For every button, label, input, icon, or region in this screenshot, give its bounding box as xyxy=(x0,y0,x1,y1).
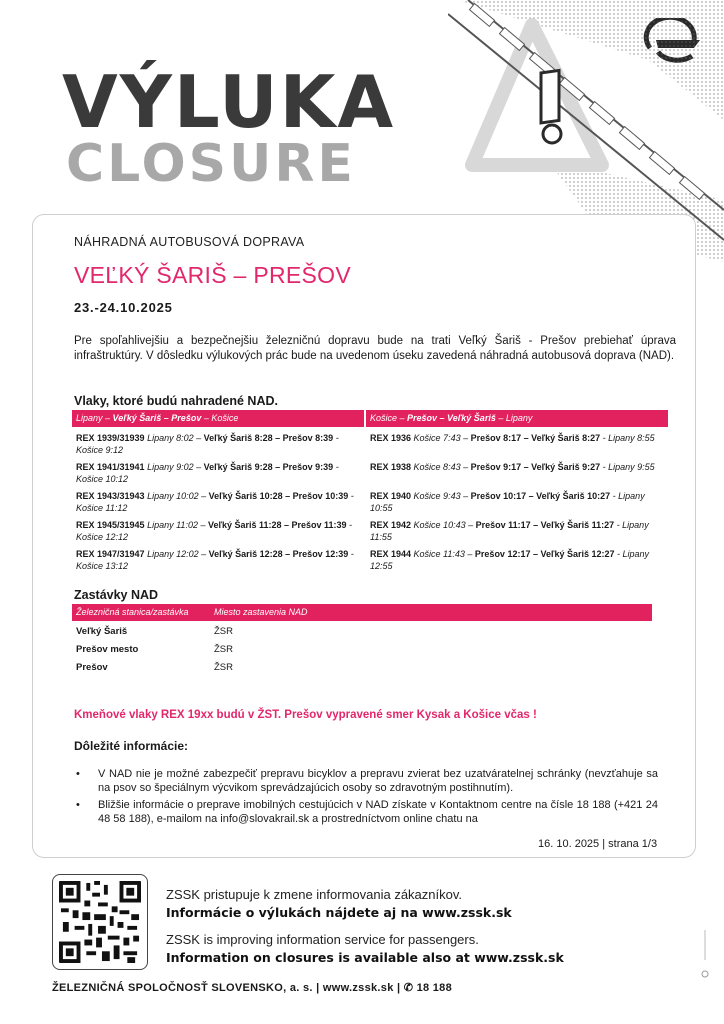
important-info-title: Dôležité informácie: xyxy=(74,739,189,753)
promo-en-line: ZSSK is improving information service for passengers. xyxy=(166,932,479,947)
left-direction-header: Lipany – Veľký Šariš – Prešov – Košice xyxy=(72,410,364,427)
bullet-icon: • xyxy=(76,799,80,811)
stop-location-1: ŽSR xyxy=(214,626,233,637)
stop-station-3: Prešov xyxy=(76,662,108,673)
route-title: VEĽKÝ ŠARIŠ – PREŠOV xyxy=(74,262,352,288)
promo-sk-line: ZSSK pristupuje k zmene informovania zákazníkov. xyxy=(166,887,463,902)
stop-location-2: ŽSR xyxy=(214,644,233,655)
bullet-icon: • xyxy=(76,768,80,780)
stop-station-1: Veľký Šariš xyxy=(76,626,128,637)
train-left-2: REX 1941/31941 Lipany 9:02 – Veľký Šariš 9:28 – Prešov 9:39 - Košice 10:12 xyxy=(76,462,339,484)
train-right-2: REX 1938 Košice 8:43 – Prešov 9:17 – Veľký Šariš 9:27 - Lipany 9:55 xyxy=(370,462,655,472)
train-right-1: REX 1936 Košice 7:43 – Prešov 8:17 – Veľký Šariš 8:27 - Lipany 8:55 xyxy=(370,433,655,443)
stop-location-3: ŽSR xyxy=(214,662,233,673)
rex-dispatch-alert: Kmeňové vlaky REX 19xx budú v ŽST. Prešov vypravené smer Kysak a Košice včas ! xyxy=(74,709,537,721)
stop-station-2: Prešov mesto xyxy=(76,644,139,655)
stops-section-title: Zastávky NAD xyxy=(74,588,159,602)
intro-paragraph: Pre spoľahlivejšiu a bezpečnejšiu železničnú dopravu bude na trati Veľký Šariš - Prešov prebiehať úprava infraštruktúry. V dôsledku výlukových prác bude na uvedenom úseku zavedená náhradná autobusová doprava (NAD). xyxy=(74,335,676,362)
company-footer: ŽELEZNIČNÁ SPOLOČNOSŤ SLOVENSKO, a. s. | www.zssk.sk | ✆ 18 188 xyxy=(52,982,453,994)
right-direction-header: Košice – Prešov – Veľký Šariš – Lipany xyxy=(366,410,668,427)
train-right-5: REX 1944 Košice 11:43 – Prešov 12:17 – Veľký Šariš 12:27 - Lipany 12:55 xyxy=(370,549,650,571)
title-vyluka: VÝLUKA xyxy=(62,60,396,144)
page-date-number: 16. 10. 2025 | strana 1/3 xyxy=(538,838,658,850)
qr-code-icon[interactable] xyxy=(52,874,148,970)
train-right-3: REX 1940 Košice 9:43 – Prešov 10:17 – Veľký Šariš 10:27 - Lipany 10:55 xyxy=(370,491,645,513)
closure-dates: 23.-24.10.2025 xyxy=(74,300,173,315)
train-left-5: REX 1947/31947 Lipany 12:02 – Veľký Šariš 12:28 – Prešov 12:39 - Košice 13:12 xyxy=(76,549,354,571)
train-left-4: REX 1945/31945 Lipany 11:02 – Veľký Šariš 11:28 – Prešov 11:39 - Košice 12:12 xyxy=(76,520,353,542)
promo-sk-link[interactable]: Informácie o výlukách nájdete aj na www.zssk.sk xyxy=(166,905,512,920)
side-print-mark-icon xyxy=(700,930,710,980)
train-left-1: REX 1939/31939 Lipany 8:02 – Veľký Šariš 8:28 – Prešov 8:39 - Košice 9:12 xyxy=(76,433,339,455)
promo-en-link[interactable]: Information on closures is available also at www.zssk.sk xyxy=(166,950,564,965)
stops-table-header: Železničná stanica/zastávka Miesto zastavenia NAD xyxy=(72,604,652,621)
trains-section-title: Vlaky, ktoré budú nahradené NAD. xyxy=(74,394,278,408)
title-closure: CLOSURE xyxy=(66,134,356,194)
train-right-4: REX 1942 Košice 10:43 – Prešov 11:17 – Veľký Šariš 11:27 - Lipany 11:55 xyxy=(370,520,649,542)
replacement-bus-subheading: NÁHRADNÁ AUTOBUSOVÁ DOPRAVA xyxy=(74,235,305,249)
info-item-2: Bližšie informácie o preprave imobilných cestujúcich v NAD získate v Kontaktnom centre na čísle 18 188 (+421 24 48 58 188), e-mailom na info@slovakrail.sk a prostredníctvom online chatu na xyxy=(98,799,658,825)
train-left-3: REX 1943/31943 Lipany 10:02 – Veľký Šariš 10:28 – Prešov 10:39 - Košice 11:12 xyxy=(76,491,354,513)
info-item-1: V NAD nie je možné zabezpečiť prepravu bicyklov a prepravu zvierat bez uzatváratelnej schránky (nevzťahuje sa na psov so špeciálnym výcvikom sprevádzajúcich osoby so zdravotným postihnutím). xyxy=(98,768,658,794)
